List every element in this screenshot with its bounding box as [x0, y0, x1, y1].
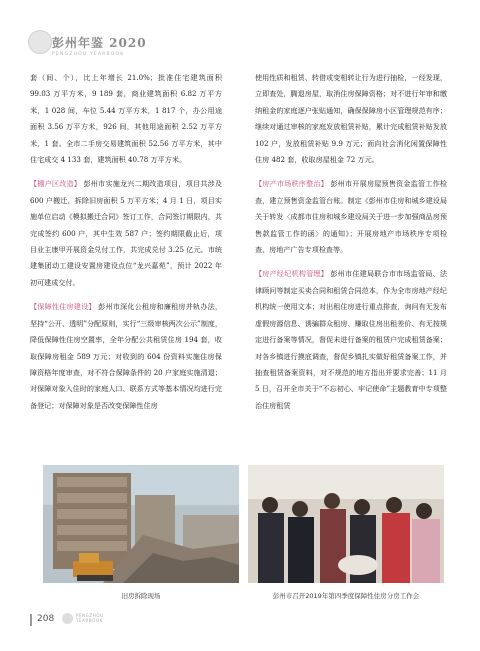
section-tag-brokerage: 【房产经纪机构管理】 — [255, 269, 328, 279]
photo-caption-right: 彭州市召开2019年第四季度保障性住房分房工作会 — [272, 592, 420, 600]
section-tag-market-order: 【房产市场秩序整治】 — [255, 179, 328, 189]
photo-caption-left: 旧房拆除现场 — [121, 592, 161, 600]
header-title: 彭州年鉴 2020 — [52, 36, 147, 50]
section-tag-affordable-housing: 【保障性住房建设】 — [30, 302, 96, 312]
page-number: 208 — [37, 614, 55, 624]
yearbook-logo — [28, 30, 52, 54]
right-paragraph-2-text: 彭州市开展房屋预售资金监管工作检查，建立预售资金监管台账。制定《彭州市住房和城乡建设局关于转发〈成都市住房和城乡建设局关于进一步加强商品房预售款监管工作的函〉的通知》；开展房地产市场秩序专项检查、房地产广告专项检查等。 — [255, 179, 448, 255]
left-paragraph-3-text: 彭州市深化公租房和廉租房并轨办法，坚持“公开、透明”分配原则，实行“三级审核两次公示”制度，降低保障性住房空置率，全年分配公共租赁住房 194 套，收取保障房租金 589 万元；对收到的 604 份资料实施住房保障资格年度审查，对不符合保障条件的 20 户家庭实施清退；对保障对象入住时的家庭人口、联系方式等基本情况均进行完备登记；对保障对象是否改变保障性住房 — [30, 302, 223, 410]
left-paragraph-1: 套（间、个），比上年增长 21.0%；批准住宅建筑面积 99.03 万平方米，9 189 套，商业建筑面积 6.82 万平方米，1 028 间，车位 5.44 万平方米，1 817 个，办公用途面积 3.56 万平方米，926 间，其他用途面积 2.52 万平方米，1 套。全市二手房交易建筑面积 52.56 万平方米，其中住宅成交 4 133 套，建筑面积 40.78 万平方米。 — [30, 73, 222, 165]
page-header — [0, 0, 480, 62]
footer-text — [76, 613, 104, 623]
left-paragraph-2-text: 彭州市实施龙兴二期改造项目，项目共涉及 600 户搬迁，拆除旧房面积 5 万平方米；4 月 1 日，项目实施单位启动《模拟搬迁合同》签订工作，合同签订期限内，共完成签约 600 户，其中生效 587 户；签约期限截止后，项目业主康甲开展资金兑付工作，共完成兑付 3.25 亿元。市统建集团动工建设安置房建设点位“龙兴嘉苑”，预计 2022 年初可建成交付。 — [30, 179, 223, 287]
right-paragraph-3 — [255, 266, 447, 414]
footer-logo — [62, 613, 73, 624]
footer-divider — [30, 614, 32, 626]
section-tag-shanty-reform: 【棚户区改造】 — [30, 179, 82, 189]
left-column — [30, 70, 222, 414]
right-paragraph-2 — [255, 176, 447, 258]
footer-text-line-1: PENGZHOU — [76, 613, 104, 618]
right-column — [255, 70, 447, 414]
right-paragraph-3-text: 彭州市住建局联合市市场监管局、法律顾问等制定买卖合同和租赁合同范本，作为全市房地产经纪机构统一使用文本；对出租住房进行重点排查，询问有无发布虚假房源信息、诱骗群众租房、赚取住房出租差价、有无按规定进行备案等情况，督促未进行备案的租赁户完成租赁备案；对各乡镇进行摸底调查，督促乡镇扎实做好租赁备案工作，并抽查租赁备案资料，对不规范的地方指出并要求完善；11 月 5 日，召开全市关于“不忘初心、牢记使命”主题教育中专项整治住房租赁 — [255, 269, 448, 410]
footer-text-line-2: YEARBOOK — [76, 618, 103, 623]
left-paragraph-2 — [30, 176, 222, 291]
meeting-photo — [248, 465, 444, 583]
demolition-photo — [43, 465, 239, 583]
right-paragraph-1: 使用性质和租赁、转借或变相转让行为进行抽检，一经发现，立即查处，腾退房屋，取消住房保障资格；对不进行年审和缴纳租金的家庭逐户张贴通知，确保保障房小区管理规范有序；继续对通过审核的家庭发放租赁补贴，累计完成租赁补贴发放 102 户，发放租赁补贴 9.9 万元；面向社会消化闲置保障性住房 482 套，收取房屋租金 72 万元。 — [255, 73, 447, 165]
header-subtitle: PENGZHOU YEARBOOK — [52, 52, 125, 57]
left-paragraph-3 — [30, 299, 222, 414]
